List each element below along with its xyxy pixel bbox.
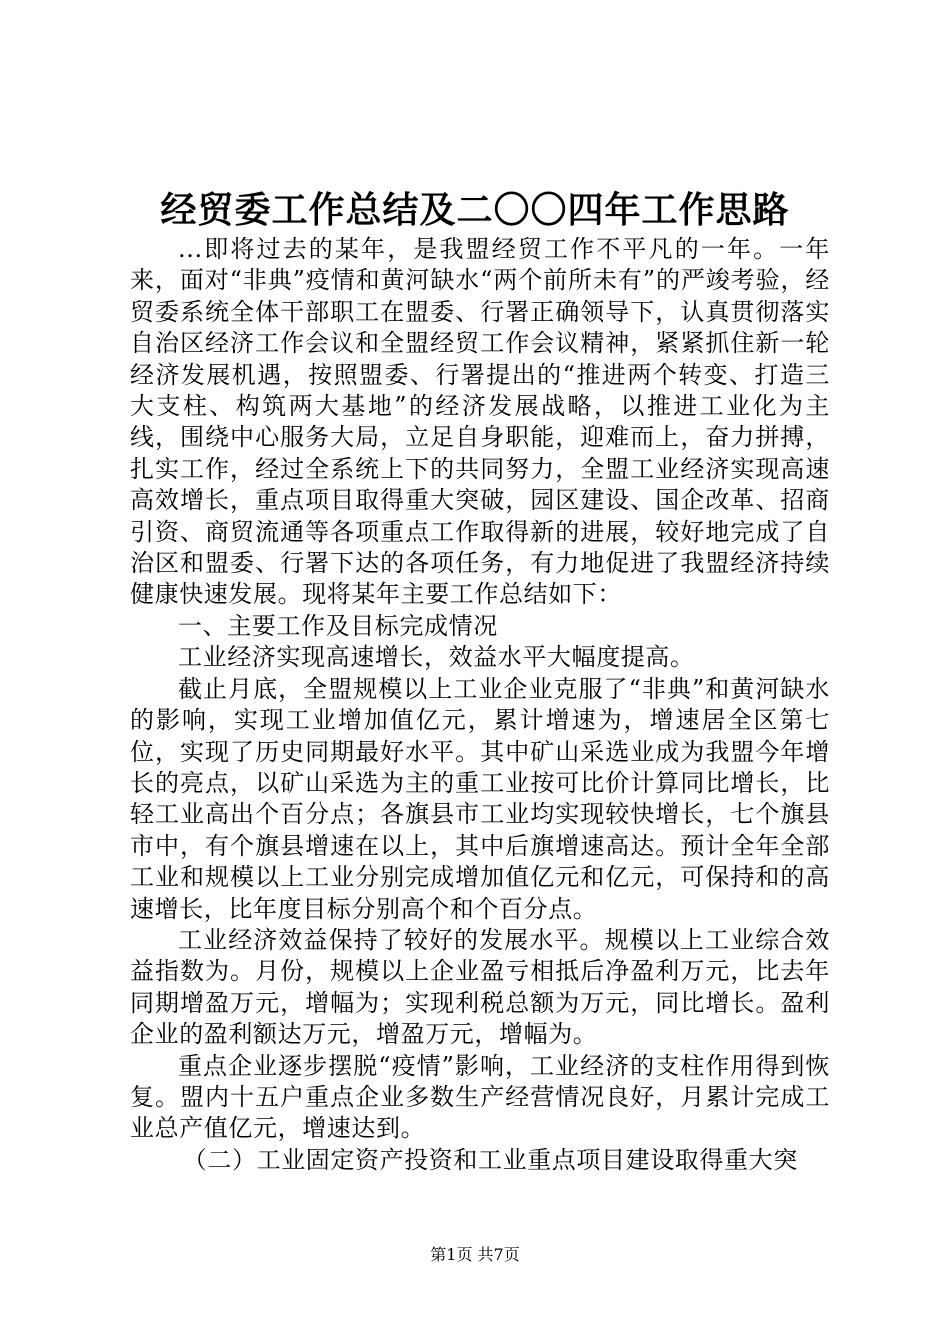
subheading-paragraph: 工业经济实现高速增长，效益水平大幅度提高。 (178, 643, 695, 672)
body-paragraph: 重点企业逐步摆脱“疫情”影响，工业经济的支柱作用得到恢复。盟内十五户重点企业多数生产经营情况良好，月累计完成工业总产值亿元，增速达到。 (130, 1051, 830, 1143)
subsection-heading: （二）工业固定资产投资和工业重点项目建设取得重大突 (182, 1145, 798, 1174)
intro-paragraph: ...即将过去的某年，是我盟经贸工作不平凡的一年。一年来，面对“非典”疫情和黄河缺水“两个前所未有”的严竣考验，经贸委系统全体干部职工在盟委、行署正确领导下，认真贯彻落实自治区经济工作会议和全盟经贸工作会议精神，紧紧抓住新一轮经济发展机遇，按照盟委、行署提出的“推进两个转变、打造三大支柱、构筑两大基地”的经济发展战略，以推进工业化为主线，围绕中心服务大局，立足自身职能，迎难而上，奋力拼搏，扎实工作，经过全系统上下的共同努力，全盟工业经济实现高速高效增长，重点项目取得重大突破，园区建设、国企改革、招商引资、商贸流通等各项重点工作取得新的进展，较好地完成了自治区和盟委、行署下达的各项任务，有力地促进了我盟经济持续健康快速发展。现将某年主要工作总结如下： (130, 235, 830, 609)
body-paragraph: 截止月底，全盟规模以上工业企业克服了“非典”和黄河缺水的影响，实现工业增加值亿元，累计增速为，增速居全区第七位，实现了历史同期最好水平。其中矿山采选业成为我盟今年增长的亮点，以矿山采选为主的重工业按可比价计算同比增长，比轻工业高出个百分点；各旗县市工业均实现较快增长，七个旗县市中，有个旗县增速在以上，其中后旗增速高达。预计全年全部工业和规模以上工业分别完成增加值亿元和亿元，可保持和的高速增长，比年度目标分别高个和个百分点。 (130, 674, 830, 923)
document-body (130, 234, 830, 1176)
page-footer: 第1页 共7页 (430, 1245, 520, 1264)
document-title: 经贸委工作总结及二〇〇四年工作思路 (160, 189, 790, 231)
section-heading: 一、主要工作及目标完成情况 (178, 611, 498, 640)
body-paragraph: 工业经济效益保持了较好的发展水平。规模以上工业综合效益指数为。月份，规模以上企业盈亏相抵后净盈利万元，比去年同期增盈万元，增幅为；实现利税总额为万元，同比增长。盈利企业的盈利额达万元，增盈万元，增幅为。 (130, 925, 830, 1049)
